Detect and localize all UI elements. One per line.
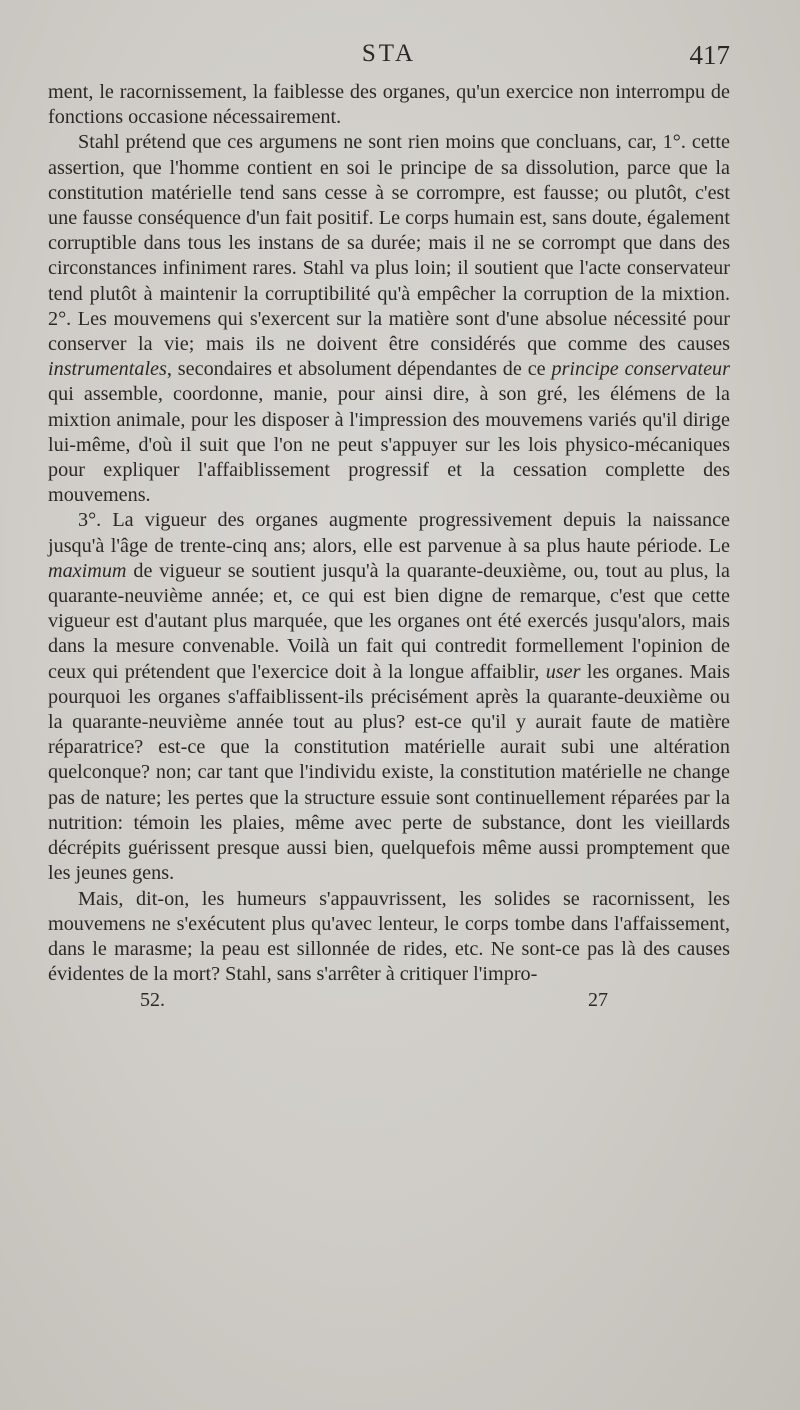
italic-text: maximum xyxy=(48,559,127,582)
text-run: qui assemble, coordonne, manie, pour ainsi dire, à son gré, les élémens de la mixtion animale, pour les disposer à l'impression des mouvemens variés qu'il dirige lui-même, d'où il suit que l'on ne peut s'appuyer sur les lois physico-mécaniques pour expliquer l'affaiblissement progressif et la cessation complette des mouvemens. xyxy=(48,383,730,507)
text-run: les organes. Mais pourquoi les organes s'affaiblissent-ils précisément après la quarante-deuxième ou la quarante-neuvième année tout au plus? est-ce qu'il y aurait faute de matière réparatrice? est-ce que la constitution matérielle aurait subi une altération quelconque? non; car tant que l'individu existe, la constitution matérielle ne change pas de nature; les pertes que la structure essuie sont continuellement réparées par la nutrition: témoin les plaies, même avec perte de substance, dont les vieillards décrépits guérissent presque aussi bien, quelquefois même aussi promptement que les jeunes gens. xyxy=(48,660,730,885)
text-run: ment, le racornissement, la faiblesse des organes, qu'un exercice non interrompu de fonctions occasione nécessairement. xyxy=(48,81,730,129)
page-header xyxy=(48,38,730,80)
paragraph xyxy=(48,130,730,508)
italic-text: user xyxy=(545,660,581,683)
text-run: de vigueur se soutient jusqu'à la quarante-deuxième, ou, tout au plus, la quarante-neuvième année; et, ce qui est bien digne de remarque, c'est que cette vigueur est d'autant plus marquée, que les organes ont été exercés jusqu'alors, mais dans la mesure convenable. Voilà un fait qui contredit formellement l'opinion de ceux qui prétendent que l'exercice doit à la longue affaiblir, xyxy=(48,559,730,683)
paragraph xyxy=(48,887,730,988)
page-number: 417 xyxy=(689,40,730,70)
text-run: , secondaires et absolument dépendantes de ce xyxy=(166,358,552,381)
text-run: 3°. La vigueur des organes augmente progressivement depuis la naissance jusqu'à l'âge de trente-cinq ans; alors, elle est parvenue à sa plus haute période. Le xyxy=(48,509,730,557)
paragraph xyxy=(48,80,730,130)
page-footer xyxy=(48,989,730,1019)
italic-text: instrumentales xyxy=(48,358,167,381)
text-run: Stahl prétend que ces argumens ne sont rien moins que concluans, car, 1°. cette assertion, que l'homme contient en soi le principe de sa dissolution, parce que la constitution matérielle tend sans cesse à se corrompre, est fausse; ou plutôt, c'est une fausse conséquence d'un fait positif. Le corps humain est, sans doute, également corruptible dans tous les instans de sa durée; mais il ne se corrompt que dans des circonstances infiniment rares. Stahl va plus loin; il soutient que l'acte conservateur tend plutôt à maintenir la corruptibilité qu'à empêcher la corruption de la mixtion. 2°. Les mouvemens qui s'exercent sur la matière sont d'une absolue nécessité pour conserver la vie; mais ils ne doivent être considérés que comme des causes xyxy=(48,131,730,356)
leaf-number: 27 xyxy=(588,989,608,1012)
body-text xyxy=(48,80,730,987)
text-run: Mais, dit-on, les humeurs s'appauvrissent, les solides se racornissent, les mouvemens ne s'exécutent plus qu'avec lenteur, le corps tombe dans l'affaissement, dans le marasme; la peau est sillonnée de rides, etc. Ne sont-ce pas là des causes évidentes de la mort? Stahl, sans s'arrêter à critiquer l'impro- xyxy=(48,887,730,986)
italic-text: principe conservateur xyxy=(551,358,730,381)
running-head: STA xyxy=(361,40,417,67)
signature-mark: 52. xyxy=(140,989,165,1012)
paragraph xyxy=(48,508,730,886)
